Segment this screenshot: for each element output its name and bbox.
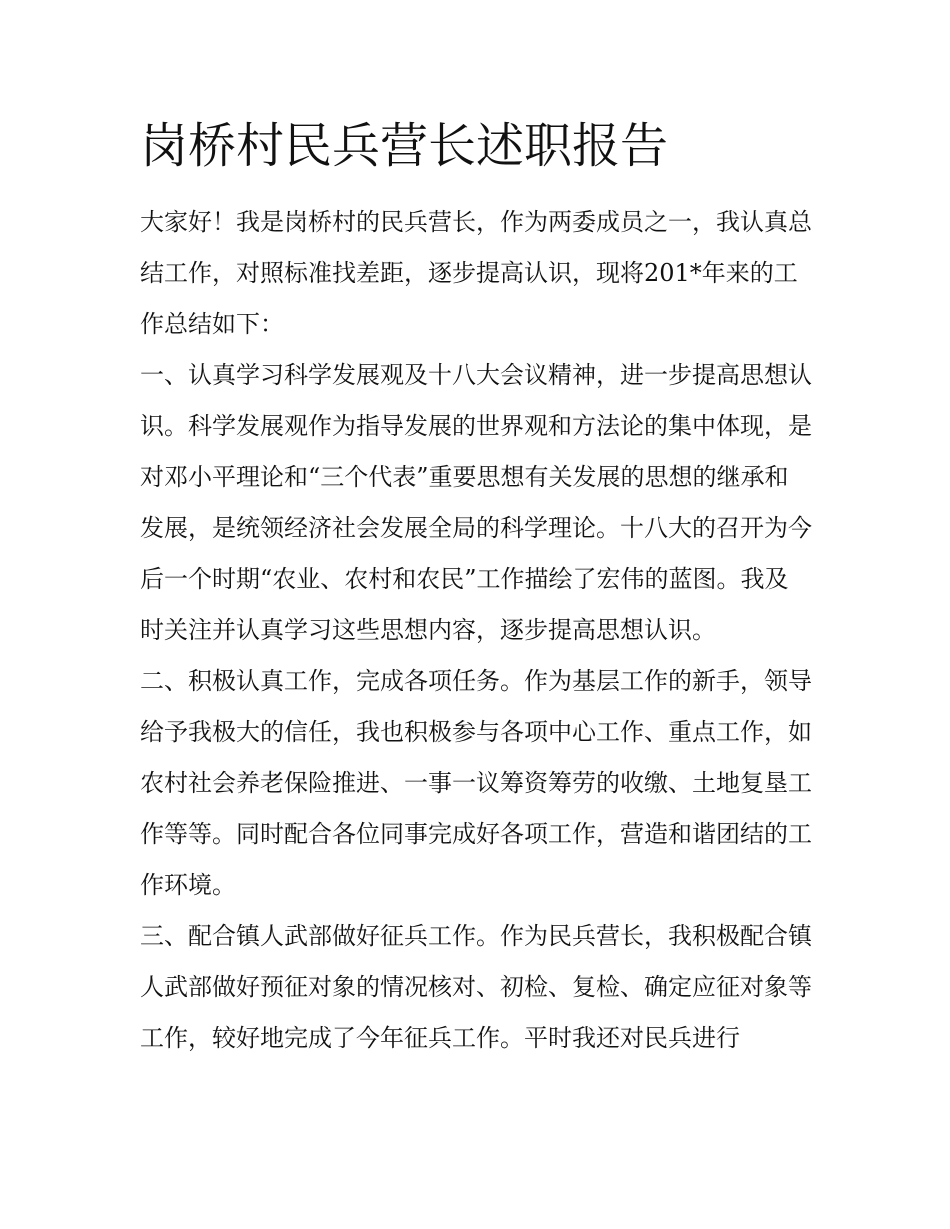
intro-paragraph: 大家好！我是岗桥村的民兵营长，作为两委成员之一，我认真总结工作，对照标准找差距，逐步提高认识，现将201*年来的工作总结如下：	[140, 208, 812, 338]
section-3-paragraph: 三、配合镇人武部做好征兵工作。作为民兵营长，我积极配合镇人武部做好预征对象的情况核对、初检、复检、确定应征对象等工作，较好地完成了今年征兵工作。平时我还对民兵进行	[140, 922, 812, 1052]
document-title: 岗桥村民兵营长述职报告	[140, 118, 669, 174]
section-1-paragraph: 一、认真学习科学发展观及十八大会议精神，进一步提高思想认识。科学发展观作为指导发展的世界观和方法论的集中体现，是对邓小平理论和“三个代表”重要思想有关发展的思想的继承和发展，是统领经济社会发展全局的科学理论。十八大的召开为今后一个时期“农业、农村和农民”工作描绘了宏伟的蓝图。我及时关注并认真学习这些思想内容，逐步提高思想认识。	[140, 361, 812, 644]
section-2-paragraph: 二、积极认真工作，完成各项任务。作为基层工作的新手，领导给予我极大的信任，我也积极参与各项中心工作、重点工作，如农村社会养老保险推进、一事一议筹资筹劳的收缴、土地复垦工作等等。同时配合各位同事完成好各项工作，营造和谐团结的工作环境。	[140, 667, 812, 899]
document-body	[140, 197, 812, 1064]
